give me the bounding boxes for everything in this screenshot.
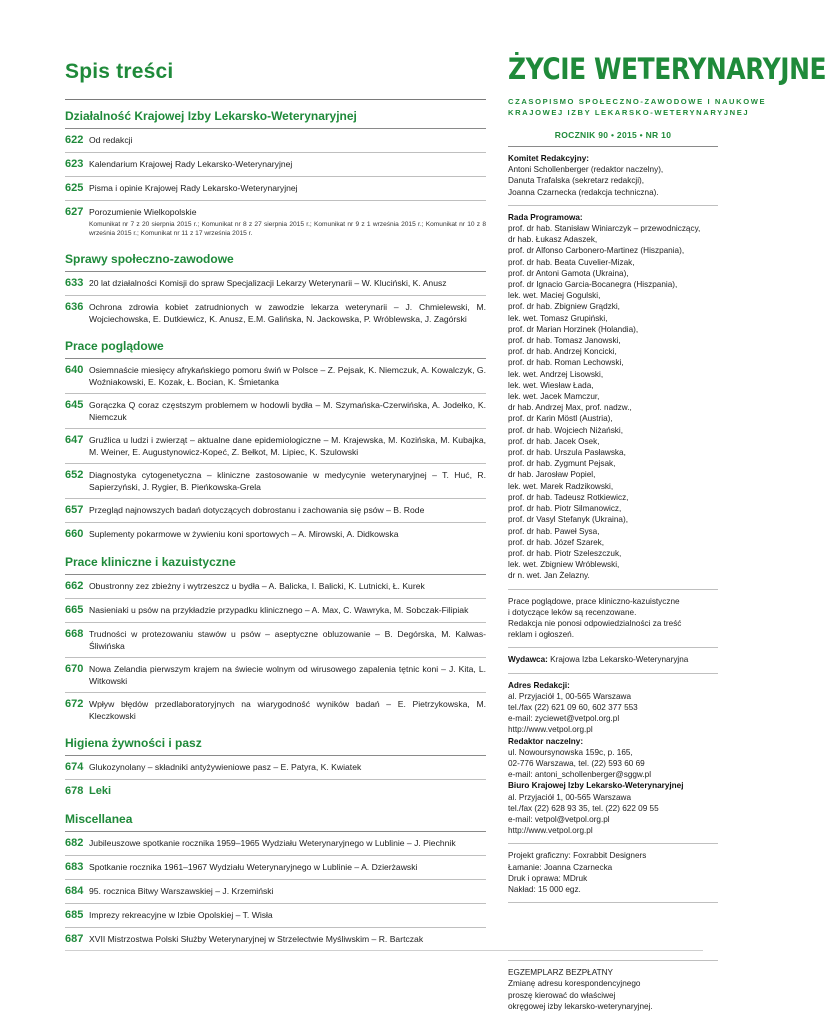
section-heading: Higiena żywności i pasz [65, 736, 486, 756]
text-line: prof. dr hab. Zygmunt Pejsak, [508, 459, 616, 469]
toc-entry[interactable] [65, 429, 486, 464]
page-number: 645 [65, 399, 84, 411]
text-line: prof. dr hab. Tadeusz Rotkiewicz, [508, 492, 629, 502]
entry-title [89, 301, 486, 325]
entry-text: Przegląd najnowszych badań dotyczących dobrostanu i zachowania się psów – B. Rode [89, 505, 425, 515]
entry-title [89, 399, 486, 423]
journal-subtitle-line2: KRAJOWEJ IZBY LEKARSKO-WETERYNARYJNEJ [508, 108, 750, 117]
journal-subtitle-line1: CZASOPISMO SPOŁECZNO-ZAWODOWE I NAUKOWE [508, 97, 767, 106]
entry-text: Gorączka Q coraz częstszym problemem w hodowli bydła – M. Szymańska-Czerwińska, A. Jodełko, K. Niemczuk [89, 400, 486, 422]
page-number: 687 [65, 933, 84, 945]
page-number: 657 [65, 504, 84, 516]
entry-text: XVII Mistrzostwa Polski Służby Weterynaryjnej w Strzelectwie Myśliwskim – R. Bartczak [89, 934, 424, 944]
text-line: dr hab. Łukasz Adaszek, [508, 235, 598, 245]
section-heading: Prace kliniczne i kazuistyczne [65, 555, 486, 575]
page-title: Spis treści [65, 60, 174, 83]
entry-title [89, 206, 486, 238]
text-line: http://www.vetpol.org.pl [508, 725, 593, 735]
biuro-lines [508, 792, 718, 837]
text-line: reklam i ogłoszeń. [508, 630, 574, 640]
entry-text: Obustronny zez zbieżny i wytrzeszcz u bydła – A. Balicka, I. Balicki, K. Lutnicki, Ł. Kurek [89, 581, 425, 591]
page-number: 652 [65, 469, 84, 481]
section-heading: Działalność Krajowej Izby Lekarsko-Weterynaryjnej [65, 109, 486, 129]
text-line: prof. dr hab. Beata Cuvelier-Mizak, [508, 257, 635, 267]
entry-text: Ochrona zdrowia kobiet zatrudnionych w zawodzie lekarza weterynarii – J. Chmielewski, M. Wojciechowska, E. Dutkiewicz, K. Anusz, E.M. Galińska, N. Jackowska, P. Wróblewska, J. Zagórski [89, 302, 486, 324]
toc-entry[interactable] [65, 880, 486, 904]
text-line: Nakład: 15 000 egz. [508, 884, 581, 894]
editorial-committee [508, 147, 718, 206]
entry-title [89, 434, 486, 458]
free-copy-lines [508, 967, 718, 1012]
page-number: 665 [65, 604, 84, 616]
toc-entry[interactable] [65, 296, 486, 330]
entry-text: Imprezy rekreacyjne w Izbie Opolskiej – T. Wisła [89, 910, 273, 920]
toc-section [65, 252, 486, 330]
text-line: i dotyczące leków są recenzowane. [508, 607, 637, 617]
entry-text: Glukozynolany – składniki antyżywieniowe pasz – E. Patyra, K. Kwiatek [89, 762, 362, 772]
entry-text: Leki [89, 785, 112, 797]
text-line: Projekt graficzny: Foxrabbit Designers [508, 851, 647, 861]
text-line: Antoni Schollenberger (redaktor naczelny), [508, 165, 664, 175]
toc-entry[interactable] [65, 904, 486, 928]
text-line: lek. wet. Maciej Gogulski, [508, 291, 601, 301]
text-line: lek. wet. Zbigniew Wróblewski, [508, 560, 620, 570]
free-copy-notice [508, 961, 718, 1019]
toc-entry[interactable] [65, 623, 486, 658]
program-council [508, 206, 718, 590]
page-number: 623 [65, 158, 84, 170]
text-line: e-mail: antoni_schollenberger@sggw.pl [508, 770, 652, 780]
text-line: lek. wet. Wiesław Łada, [508, 380, 594, 390]
publisher-label: Wydawca: [508, 655, 548, 665]
committee-heading: Komitet Redakcyjny: [508, 154, 589, 163]
page-number: 640 [65, 364, 84, 376]
entry-title [89, 504, 486, 517]
text-line: EGZEMPLARZ BEZPŁATNY [508, 968, 613, 978]
text-line: e-mail: vetpol@vetpol.org.pl [508, 814, 610, 824]
toc-entry[interactable] [65, 756, 486, 780]
text-line: prof. dr hab. Andrzej Koncicki, [508, 347, 617, 357]
text-line: prof. dr hab. Urszula Pasławska, [508, 448, 626, 458]
toc-entry[interactable] [65, 359, 486, 394]
entry-text: 95. rocznica Bitwy Warszawskiej – J. Krzemiński [89, 886, 274, 896]
entry-text: Nowa Zelandia pierwszym krajem na świecie wolnym od wirusowego zapalenia tętnic koni – J. Kita, L. Witkowski [89, 664, 486, 686]
entry-text: Pisma i opinie Krajowej Rady Lekarsko-Weterynaryjnej [89, 183, 298, 193]
toc-entry[interactable] [65, 523, 486, 546]
toc-entry[interactable] [65, 780, 486, 803]
toc-section [65, 736, 486, 803]
toc-entry[interactable] [65, 832, 486, 856]
text-line: prof. dr hab. Jacek Osek, [508, 436, 600, 446]
entry-text: Porozumienie Wielkopolskie [89, 207, 197, 217]
toc-entry[interactable] [65, 928, 486, 951]
entry-title [89, 182, 486, 195]
text-line: Joanna Czarnecka (redakcja techniczna). [508, 187, 659, 197]
page-number: 647 [65, 434, 84, 446]
text-line: lek. wet. Marek Radzikowski, [508, 481, 614, 491]
toc-entry[interactable] [65, 599, 486, 623]
page-number: 627 [65, 206, 84, 218]
entry-title [89, 663, 486, 687]
entry-text: Suplementy pokarmowe w żywieniu koni sportowych – A. Mirowski, A. Didkowska [89, 529, 399, 539]
text-line: al. Przyjaciół 1, 00-565 Warszawa [508, 792, 632, 802]
page-number: 625 [65, 182, 84, 194]
entry-title [89, 761, 486, 774]
entry-text: Spotkanie rocznika 1961–1967 Wydziału Weterynaryjnego w Lublinie – A. Dzierżawski [89, 862, 418, 872]
council-list [508, 223, 718, 582]
text-line: lek. wet. Jacek Mamczur, [508, 392, 600, 402]
page-number: 678 [65, 785, 84, 797]
entry-text: Diagnostyka cytogenetyczna – kliniczne zastosowanie w medycynie weterynaryjnej – T. Huć, R. Sapierzyński, J. Rygier, B. Pieńkowska-Grela [89, 470, 486, 492]
entry-title [89, 861, 486, 874]
naczelny-heading: Redaktor naczelny: [508, 736, 584, 746]
entry-title [89, 628, 486, 652]
entry-subtext: Komunikat nr 7 z 20 sierpnia 2015 r.; Komunikat nr 8 z 27 sierpnia 2015 r.; Komunikat nr 9 z 1 września 2015 r.; Komunikat nr 10 z 8 września 2015 r.; Komunikat nr 11 z 17 września 2015 r. [89, 221, 486, 237]
entry-title [89, 933, 486, 946]
entry-title [89, 277, 486, 290]
entry-title [89, 158, 486, 171]
entry-title [89, 604, 486, 617]
table-of-contents [65, 60, 486, 951]
text-line: prof. dr hab. Stanisław Winiarczyk – przewodniczący, [508, 224, 701, 234]
text-line: lek. wet. Andrzej Lisowski, [508, 369, 604, 379]
text-line: al. Przyjaciół 1, 00-565 Warszawa [508, 691, 632, 701]
toc-section [65, 812, 486, 951]
text-line: prof. dr Alfonso Carbonero-Martinez (Hiszpania), [508, 246, 685, 256]
entry-title [89, 909, 486, 922]
text-line: lek. wet. Tomasz Grupiński, [508, 313, 608, 323]
page-number: 682 [65, 837, 84, 849]
text-line: proszę kierować do właściwej [508, 990, 616, 1000]
text-line: prof. dr Vasyl Stefanyk (Ukraina), [508, 515, 628, 525]
production-lines [508, 850, 718, 895]
entry-title [89, 698, 486, 722]
publisher-info [508, 648, 718, 673]
entry-title [89, 469, 486, 493]
page-number: 622 [65, 134, 84, 146]
toc-entry[interactable] [65, 693, 486, 727]
biuro-heading: Biuro Krajowej Izby Lekarsko-Weterynaryjnej [508, 781, 684, 791]
review-notice [508, 590, 718, 649]
page-number: 668 [65, 628, 84, 640]
text-line: Prace poglądowe, prace kliniczno-kazuistyczne [508, 596, 680, 606]
issue-info: ROCZNIK 90 • 2015 • NR 10 [508, 130, 718, 147]
text-line: prof. dr hab. Wojciech Niżański, [508, 425, 623, 435]
toc-entry[interactable] [65, 499, 486, 523]
entry-text: Osiemnaście miesięcy afrykańskiego pomoru świń w Polsce – Z. Pejsak, K. Niemczuk, A. Kowalczyk, G. Woźniakowski, E. Kozak, Ł. Bocian, K. Śmietanka [89, 365, 486, 387]
footer-rule [65, 950, 703, 951]
page-number: 670 [65, 663, 84, 675]
toc-section [65, 339, 486, 546]
production-credits [508, 844, 718, 903]
text-line: 02-776 Warszawa, tel. (22) 593 60 69 [508, 758, 645, 768]
toc-entry[interactable] [65, 272, 486, 296]
entry-title [89, 364, 486, 388]
text-line: prof. dr hab. Paweł Sysa, [508, 526, 600, 536]
toc-entry[interactable] [65, 658, 486, 693]
page-number: 685 [65, 909, 84, 921]
notice-text [508, 596, 718, 641]
entry-title [89, 580, 486, 593]
redakcja-lines [508, 691, 718, 736]
redakcja-heading: Adres Redakcji: [508, 680, 570, 690]
council-heading: Rada Programowa: [508, 212, 583, 222]
masthead-column [508, 52, 826, 1019]
text-line: Danuta Trafalska (sekretarz redakcji), [508, 176, 645, 186]
publisher-value: Krajowa Izba Lekarsko-Weterynaryjna [550, 655, 689, 665]
entry-title [89, 528, 486, 541]
text-line: http://www.vetpol.org.pl [508, 826, 593, 836]
text-line: prof. dr hab. Piotr Silmanowicz, [508, 504, 622, 514]
title-divider [65, 99, 486, 100]
text-line: Druk i oprawa: MDruk [508, 873, 588, 883]
section-heading: Miscellanea [65, 812, 486, 832]
text-line: prof. dr Marian Horzinek (Holandia), [508, 324, 639, 334]
text-line: Łamanie: Joanna Czarnecka [508, 862, 613, 872]
entry-text: 20 lat działalności Komisji do spraw Specjalizacji Lekarzy Weterynarii – W. Kluciński, K. Anusz [89, 278, 447, 288]
toc-section [65, 109, 486, 243]
text-line: dr hab. Jarosław Popiel, [508, 470, 596, 480]
entry-text: Jubileuszowe spotkanie rocznika 1959–1965 Wydziału Weterynaryjnego w Lublinie – J. Piechnik [89, 838, 456, 848]
page-number: 662 [65, 580, 84, 592]
section-heading: Prace poglądowe [65, 339, 486, 359]
text-line: ul. Nowoursynowska 159c, p. 165, [508, 747, 633, 757]
page-number: 660 [65, 528, 84, 540]
toc-entry[interactable] [65, 394, 486, 429]
text-line: okręgowej izby lekarsko-weterynaryjnej. [508, 1001, 653, 1011]
text-line: tel./fax (22) 621 09 60, 602 377 553 [508, 702, 638, 712]
text-line: prof. dr Karin Möstl (Austria), [508, 414, 613, 424]
naczelny-lines [508, 747, 718, 781]
blank-divider [508, 903, 718, 961]
entry-title [89, 785, 486, 798]
page-number: 633 [65, 277, 84, 289]
toc-entry[interactable] [65, 464, 486, 499]
toc-section [65, 555, 486, 727]
text-line: tel./fax (22) 628 93 35, tel. (22) 622 09 55 [508, 803, 659, 813]
page-number: 684 [65, 885, 84, 897]
entry-title [89, 837, 486, 850]
entry-title [89, 134, 486, 147]
committee-list [508, 164, 718, 198]
section-heading: Sprawy społeczno-zawodowe [65, 252, 486, 272]
addresses [508, 674, 718, 845]
text-line: prof. dr hab. Tomasz Janowski, [508, 336, 621, 346]
text-line: prof. dr hab. Józef Szarek, [508, 537, 605, 547]
toc-entry[interactable] [65, 575, 486, 599]
page-number: 636 [65, 301, 84, 313]
journal-logo: ŻYCIE WETERYNARYJNE [508, 52, 826, 86]
entry-text: Trudności w protezowaniu stawów u psów – aseptyczne obluzowanie – B. Degórska, M. Kalwas- Śliwińska [89, 629, 486, 651]
text-line: prof. dr Antoni Gamota (Ukraina), [508, 268, 629, 278]
toc-entry[interactable] [65, 856, 486, 880]
entry-text: Kalendarium Krajowej Rady Lekarsko-Weterynaryjnej [89, 159, 293, 169]
page-number: 683 [65, 861, 84, 873]
entry-text: Od redakcji [89, 135, 133, 145]
toc-entry[interactable] [65, 129, 486, 153]
text-line: Redakcja nie ponosi odpowiedzialności za treść [508, 618, 682, 628]
text-line: prof. dr Ignacio Garcia-Bocanegra (Hiszpania), [508, 280, 678, 290]
page-number: 674 [65, 761, 84, 773]
text-line: prof. dr hab. Piotr Szeleszczuk, [508, 548, 622, 558]
entry-text: Gruźlica u ludzi i zwierząt – aktualne dane epidemiologiczne – M. Krajewska, M. Kozińska, M. Kubajka, M. Weiner, E. Augustynowicz-Kopeć, Z. Bełkot, M. Lipiec, K. Szulowski [89, 435, 486, 457]
entry-title [89, 885, 486, 898]
page-number: 672 [65, 698, 84, 710]
text-line: Zmianę adresu korespondencyjnego [508, 979, 641, 989]
text-line: prof. dr hab. Zbigniew Grądzki, [508, 302, 620, 312]
toc-entry[interactable] [65, 201, 486, 243]
text-line: e-mail: zyciewet@vetpol.org.pl [508, 714, 620, 724]
toc-entry[interactable] [65, 153, 486, 177]
text-line: dr hab. Andrzej Max, prof. nadzw., [508, 403, 632, 413]
entry-text: Wpływ błędów przedlaboratoryjnych na wiarygodność wyników badań – E. Pietrzykowska, M. Kleczkowski [89, 699, 486, 721]
toc-sections [65, 109, 486, 951]
text-line: dr n. wet. Jan Żelazny. [508, 571, 590, 581]
toc-entry[interactable] [65, 177, 486, 201]
entry-text: Nasieniaki u psów na przykładzie przypadku klinicznego – A. Max, C. Wawryka, M. Sobczak-Filipiak [89, 605, 469, 615]
text-line: prof. dr hab. Roman Lechowski, [508, 358, 624, 368]
